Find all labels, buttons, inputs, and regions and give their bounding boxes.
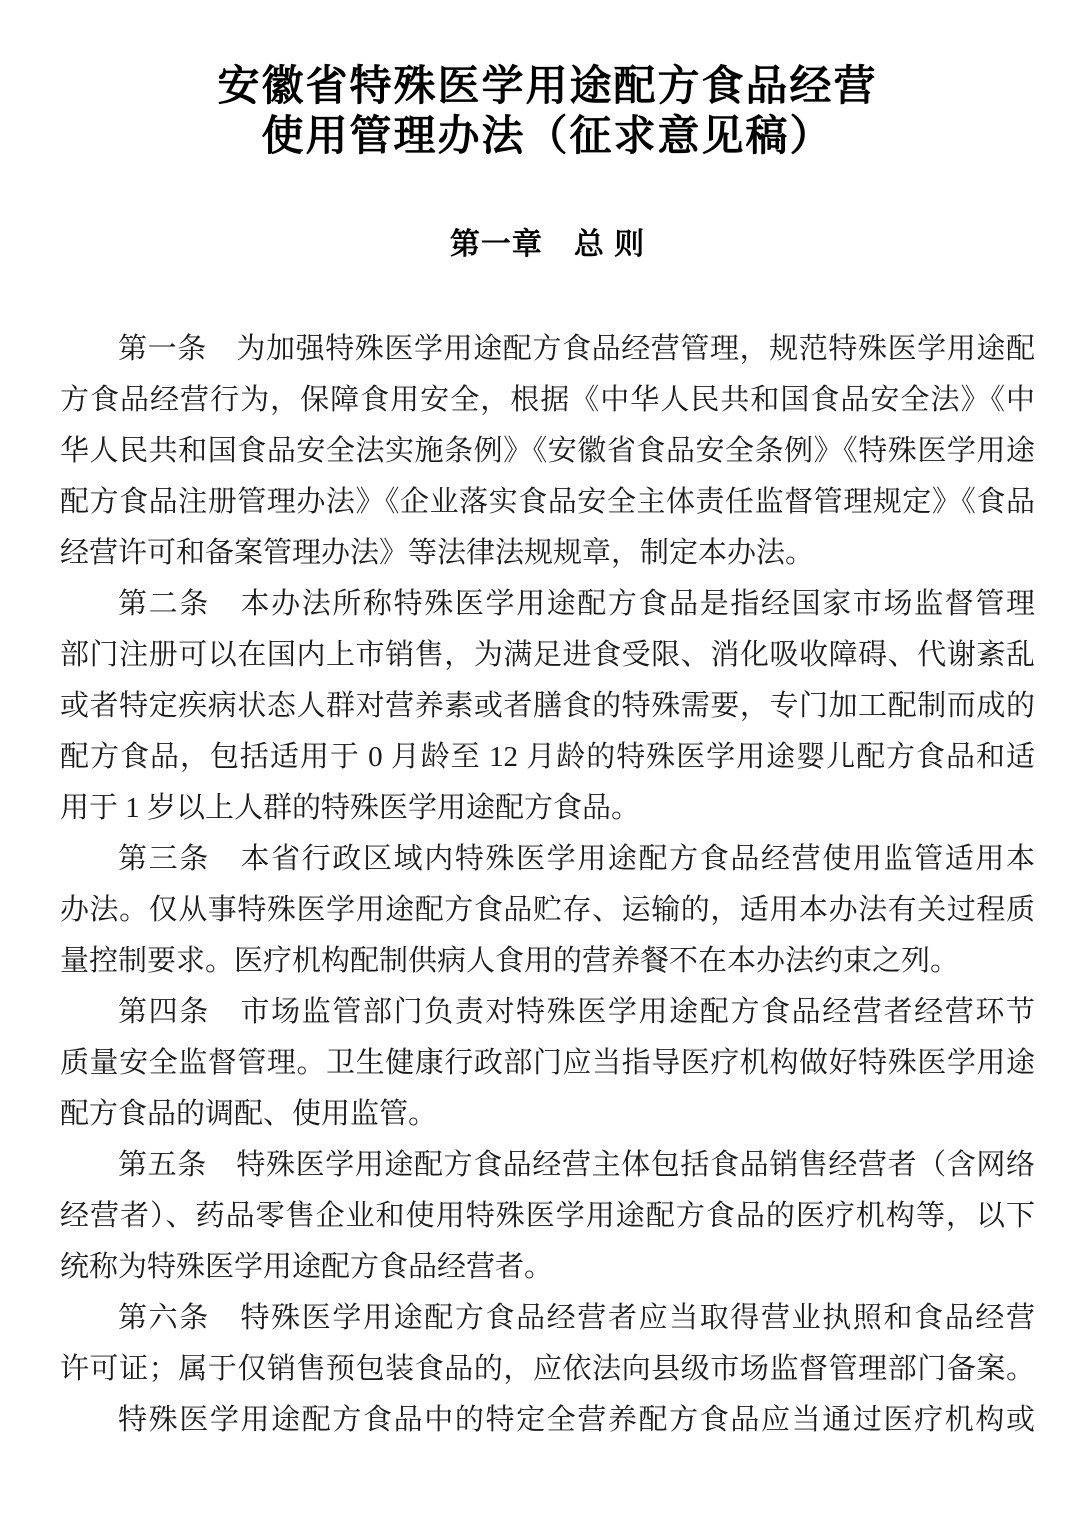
document-line: 许可证；属于仅销售预包装食品的，应依法向县级市场监督管理部门备案。	[60, 1353, 1035, 1385]
document-line: 经营许可和备案管理办法》等法律法规规章，制定本办法。	[60, 537, 815, 569]
document-line: 经营者）、药品零售企业和使用特殊医学用途配方食品的医疗机构等，以下	[60, 1200, 1035, 1232]
document-line: 第四条 市场监管部门负责对特殊医学用途配方食品经营者经营环节	[118, 996, 1035, 1028]
document-title	[60, 0, 1035, 162]
document-line: 第五条 特殊医学用途配方食品经营主体包括食品销售经营者（含网络	[118, 1149, 1035, 1181]
document-line: 或者特定疾病状态人群对营养素或者膳食的特殊需要，专门加工配制而成的	[60, 690, 1035, 722]
document-line: 部门注册可以在国内上市销售，为满足进食受限、消化吸收障碍、代谢紊乱	[60, 639, 1035, 671]
document-line: 第二条 本办法所称特殊医学用途配方食品是指经国家市场监督管理	[118, 588, 1035, 620]
document-title-line2: 使用管理办法（征求意见稿）	[261, 114, 834, 160]
document-content	[60, 0, 1035, 1446]
document-line: 配方食品注册管理办法》《企业落实食品安全主体责任监督管理规定》《食品	[60, 486, 1035, 518]
document-line: 用于 1 岁以上人群的特殊医学用途配方食品。	[60, 792, 641, 824]
document-body	[60, 324, 1035, 1446]
document-line: 办法。仅从事特殊医学用途配方食品贮存、运输的，适用本办法有关过程质	[60, 894, 1035, 926]
document-line: 第三条 本省行政区域内特殊医学用途配方食品经营使用监管适用本	[118, 843, 1035, 875]
document-line: 方食品经营行为，保障食用安全，根据《中华人民共和国食品安全法》《中	[60, 384, 1035, 416]
document-line: 第一条 为加强特殊医学用途配方食品经营管理，规范特殊医学用途配	[118, 333, 1035, 365]
document-line: 量控制要求。医疗机构配制供病人食用的营养餐不在本办法约束之列。	[60, 945, 960, 977]
document-line: 华人民共和国食品安全法实施条例》《安徽省食品安全条例》《特殊医学用途	[60, 435, 1035, 467]
document-line: 第六条 特殊医学用途配方食品经营者应当取得营业执照和食品经营	[118, 1302, 1035, 1334]
chapter-heading: 第一章 总 则	[449, 228, 646, 261]
document-line: 配方食品，包括适用于 0 月龄至 12 月龄的特殊医学用途婴儿配方食品和适	[60, 741, 1035, 773]
document-line: 质量安全监督管理。卫生健康行政部门应当指导医疗机构做好特殊医学用途	[60, 1047, 1035, 1079]
document-title-line1: 安徽省特殊医学用途配方食品经营	[217, 64, 878, 110]
document-line: 配方食品的调配、使用监管。	[60, 1098, 438, 1130]
document-line: 特殊医学用途配方食品中的特定全营养配方食品应当通过医疗机构或	[118, 1404, 1035, 1436]
document-line: 统称为特殊医学用途配方食品经营者。	[60, 1251, 554, 1283]
